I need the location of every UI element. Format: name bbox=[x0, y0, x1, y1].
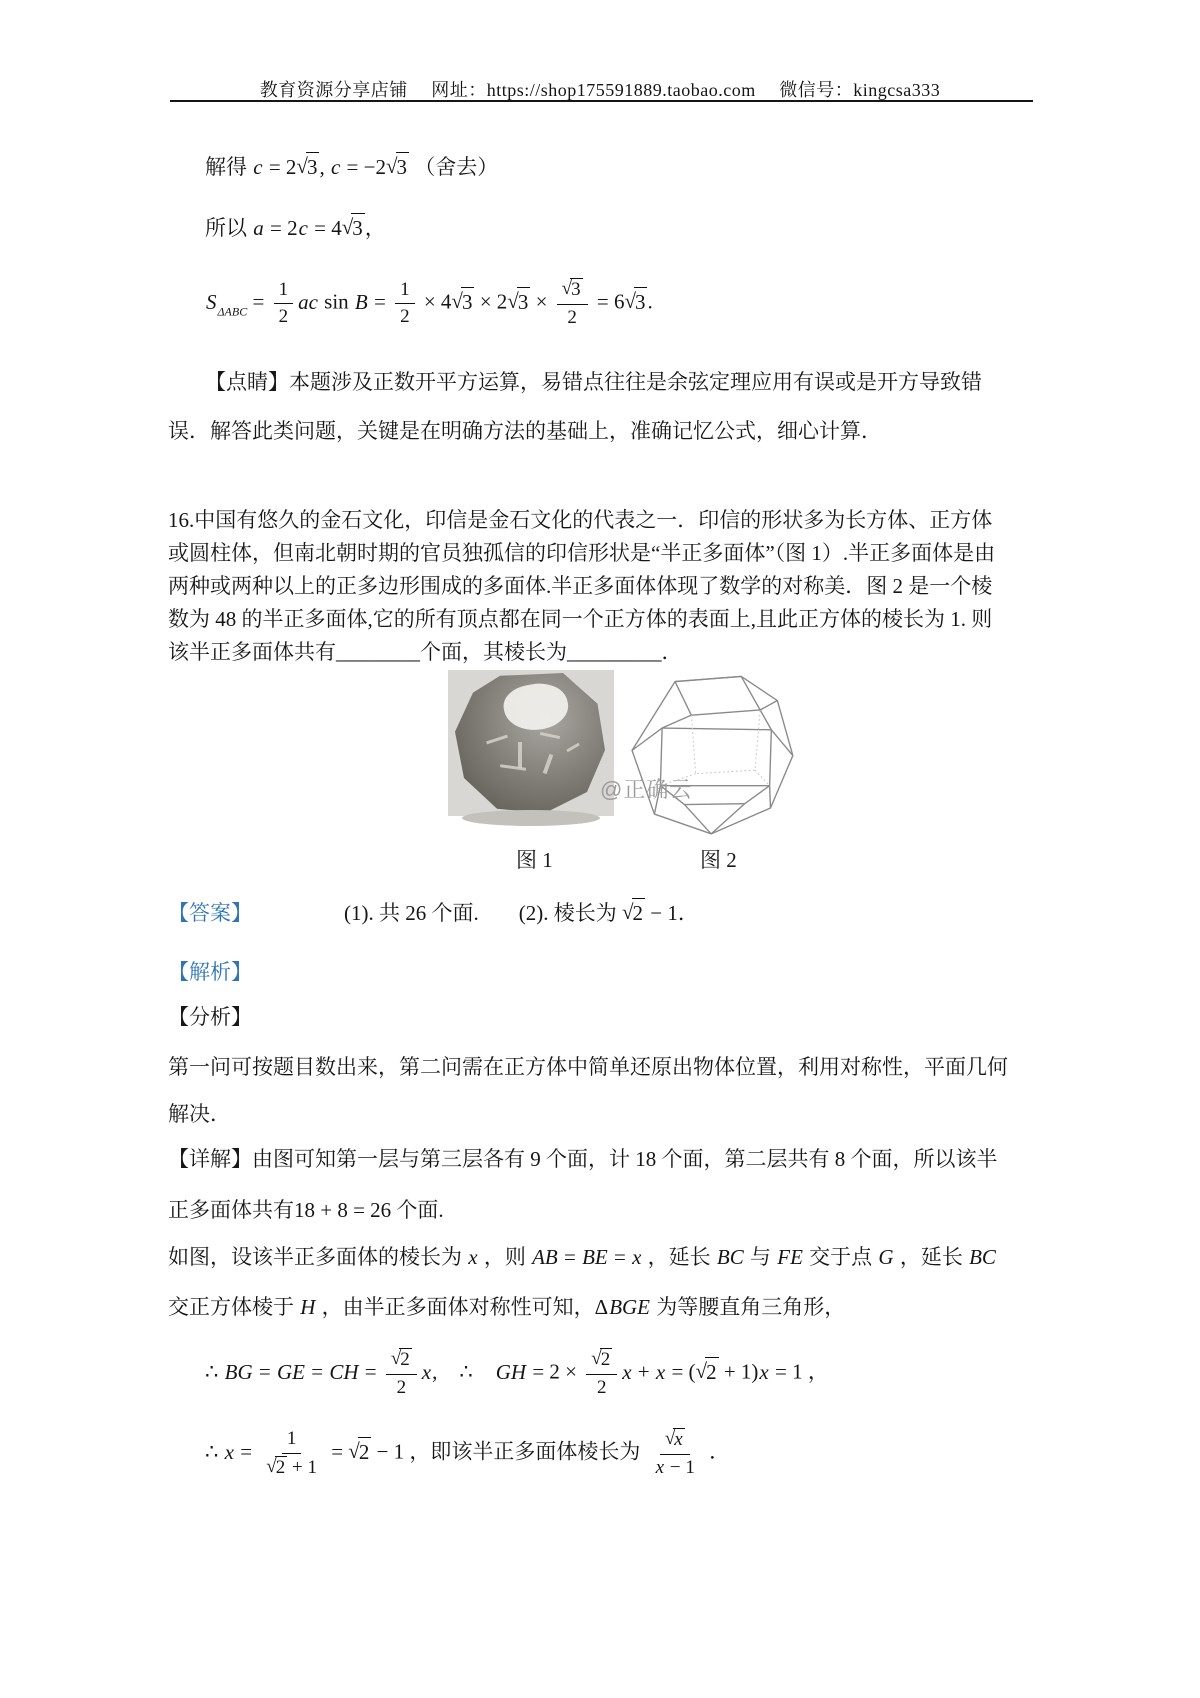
fraction-numerator bbox=[274, 279, 294, 305]
text-run: 所以 bbox=[205, 216, 253, 240]
math-variable: CH bbox=[329, 1359, 359, 1384]
text-run: = 2 bbox=[264, 216, 298, 240]
text-run: + 1 bbox=[287, 1456, 317, 1478]
math-variable: G bbox=[878, 1245, 894, 1269]
text-run: ， bbox=[364, 216, 386, 240]
text-run: + 1) bbox=[718, 1359, 759, 1384]
bg-formula bbox=[205, 1348, 829, 1400]
math-variable: x bbox=[468, 1245, 478, 1269]
fraction-denominator bbox=[650, 1455, 700, 1480]
radicand: 3 bbox=[351, 213, 365, 242]
math-variable: S bbox=[206, 289, 217, 314]
text-run: Δ bbox=[594, 1295, 609, 1319]
fraction-numerator bbox=[586, 1348, 617, 1375]
line-area-formula bbox=[205, 278, 653, 330]
fraction bbox=[261, 1428, 322, 1480]
jiexi-label bbox=[168, 958, 252, 986]
text-run: ． bbox=[703, 1439, 731, 1464]
fraction bbox=[386, 1348, 417, 1400]
radicand: 3 bbox=[634, 287, 648, 316]
text-run: 2 bbox=[396, 1376, 407, 1398]
radical-sign-icon: √ bbox=[591, 1348, 602, 1369]
text-run: 2 bbox=[596, 1376, 607, 1398]
text-run: 数为 48 的半正多面体,它的所有顶点都在同一个正方体的表面上,且此正方体的棱长为 1. 则 bbox=[168, 607, 993, 631]
text-run: = 2 bbox=[263, 155, 297, 179]
figure-1-caption: 图 1 bbox=[516, 848, 553, 872]
radicand: 2 bbox=[400, 1349, 410, 1370]
text-run: 为等腰直角三角形， bbox=[651, 1295, 846, 1319]
text-run: − 1 bbox=[665, 1456, 695, 1478]
text-run: （舍去） bbox=[409, 155, 499, 179]
text-run: = bbox=[253, 1359, 276, 1384]
text-run: 16.中国有悠久的金石文化，印信是金石文化的代表之一．印信的形状多为长方体、正方体 bbox=[168, 508, 993, 532]
radical-sign-icon: √ bbox=[451, 288, 463, 313]
text-run: = −2 bbox=[341, 155, 386, 179]
fraction-denominator bbox=[261, 1454, 322, 1480]
radicand: 2 bbox=[275, 1456, 286, 1478]
sqrt-radical bbox=[348, 1437, 371, 1466]
figure-1-seal-photo bbox=[448, 670, 614, 828]
text-run: ，延长 bbox=[894, 1245, 969, 1269]
text-run: ∴ bbox=[459, 1359, 473, 1384]
text-run: = bbox=[359, 1359, 382, 1384]
radicand: 2 bbox=[600, 1349, 611, 1370]
sqrt-radical bbox=[622, 898, 645, 927]
math-variable: BGE bbox=[609, 1295, 651, 1319]
line-suoyi-a bbox=[205, 213, 386, 242]
fenxi-line-2 bbox=[168, 1100, 231, 1128]
text-run: 【详解】由图可知第一层与第三层各有 9 个面，计 18 个面，第二层共有 8 个面，所以该半 bbox=[168, 1147, 998, 1171]
math-variable: GE bbox=[276, 1359, 305, 1384]
answer-line bbox=[168, 898, 699, 927]
math-variable: BC bbox=[716, 1245, 744, 1269]
text-run: ，则 bbox=[478, 1245, 532, 1269]
radicand: 3 bbox=[461, 287, 475, 316]
text-run: 如图，设该半正多面体的棱长为 bbox=[168, 1245, 468, 1269]
radical-sign-icon: √ bbox=[266, 1455, 277, 1477]
math-variable: ac bbox=[298, 289, 318, 314]
text-run: 正多面体共有18 + 8 = 26 个面. bbox=[168, 1198, 444, 1222]
math-variable: x bbox=[655, 1359, 666, 1384]
text-run: , bbox=[319, 155, 330, 179]
fraction-numerator bbox=[386, 1348, 417, 1375]
text-run: 该半正多面体共有________个面，其棱长为_________． bbox=[168, 640, 683, 664]
fenxi-label bbox=[168, 1003, 252, 1031]
radical-sign-icon: √ bbox=[296, 154, 308, 178]
radicand: 3 bbox=[517, 287, 531, 316]
text-run: ，由半正多面体对称性可知， bbox=[316, 1295, 595, 1319]
text-run: 交正方体棱于 bbox=[168, 1295, 300, 1319]
math-variable: x bbox=[622, 1359, 632, 1384]
radicand: x bbox=[674, 1429, 683, 1450]
sqrt-radical bbox=[591, 1348, 612, 1372]
text-run: 与 bbox=[744, 1245, 777, 1269]
x-formula bbox=[205, 1428, 730, 1480]
sqrt-radical bbox=[665, 1428, 685, 1452]
text-run: sin bbox=[318, 289, 354, 314]
sqrt-radical bbox=[391, 1348, 412, 1372]
radical-sign-icon: √ bbox=[507, 288, 519, 313]
text-run: = bbox=[608, 1245, 632, 1269]
text-run: 交于点 bbox=[803, 1245, 878, 1269]
fraction-denominator bbox=[592, 1375, 612, 1400]
radical-sign-icon: √ bbox=[561, 278, 573, 299]
text-run: 第一问可按题目数出来，第二问需在正方体中简单还原出物体位置，利用对称性，平面几何 bbox=[168, 1055, 1008, 1079]
math-variable: x bbox=[632, 1245, 642, 1269]
text-run: 【点睛】本题涉及正数开平方运算，易错点往往是余弦定理应用有误或是开方导致错 bbox=[205, 370, 982, 394]
radical-sign-icon: √ bbox=[624, 288, 636, 313]
text-run: = 4 bbox=[308, 216, 342, 240]
text-run: 误．解答此类问题，关键是在明确方法的基础上，准确记忆公式，细心计算． bbox=[168, 419, 882, 443]
text-run: × bbox=[530, 289, 553, 314]
sqrt-radical bbox=[386, 152, 409, 181]
text-run: 解决． bbox=[168, 1102, 231, 1126]
text-run: 【分析】 bbox=[168, 1005, 252, 1029]
text-run: ∴ bbox=[205, 1439, 224, 1464]
xiangjie-line-2 bbox=[168, 1196, 444, 1224]
fraction bbox=[586, 1348, 617, 1400]
section-label: 【解析】 bbox=[168, 960, 252, 984]
dianjing-line-2 bbox=[168, 417, 882, 445]
text-run: + bbox=[632, 1359, 655, 1384]
text-run: × 2 bbox=[474, 289, 508, 314]
text-run: 1 bbox=[400, 278, 410, 300]
radicand: 2 bbox=[632, 898, 646, 927]
text-run: . bbox=[647, 289, 653, 314]
text-run: = bbox=[247, 289, 270, 314]
math-variable: x bbox=[224, 1439, 234, 1464]
text-run: (2). 棱长为 bbox=[518, 901, 622, 925]
text-run: = 2 × bbox=[527, 1359, 583, 1384]
text-run: 2 bbox=[400, 306, 410, 328]
math-variable: BG bbox=[224, 1359, 253, 1384]
math-variable: a bbox=[253, 216, 264, 240]
radical-sign-icon: √ bbox=[348, 1438, 360, 1463]
q16-line-3 bbox=[168, 572, 992, 600]
math-variable: x bbox=[655, 1456, 665, 1478]
sqrt-radical bbox=[342, 213, 365, 242]
text-run: 1 bbox=[286, 1428, 297, 1449]
sqrt-radical bbox=[562, 278, 583, 302]
text-run: (1). 共 26 个面. bbox=[344, 901, 479, 925]
math-variable: B bbox=[354, 289, 368, 314]
q16-line-2 bbox=[168, 539, 995, 567]
text-run: = bbox=[234, 1439, 258, 1464]
fraction bbox=[274, 279, 294, 330]
radical-sign-icon: √ bbox=[341, 215, 354, 239]
math-variable: x bbox=[421, 1359, 432, 1384]
section-label: 【答案】 bbox=[168, 901, 252, 925]
math-subscript: ΔABC bbox=[217, 304, 248, 319]
fraction-denominator bbox=[395, 304, 415, 329]
sqrt-radical bbox=[696, 1357, 719, 1386]
text-run: 2 bbox=[567, 306, 577, 328]
fraction-numerator bbox=[660, 1428, 690, 1455]
sqrt-radical bbox=[624, 287, 647, 316]
seal-shadow bbox=[462, 810, 600, 826]
q16-line-1 bbox=[168, 506, 992, 534]
text-run: − 1． bbox=[645, 901, 699, 925]
sqrt-radical bbox=[451, 287, 474, 316]
q16-line-4 bbox=[168, 605, 992, 633]
math-variable: FE bbox=[777, 1245, 803, 1269]
line-solve-c bbox=[205, 152, 498, 181]
text-run: = bbox=[305, 1359, 329, 1384]
sqrt-radical bbox=[507, 287, 530, 316]
header-rule bbox=[170, 100, 1033, 102]
math-variable: c bbox=[330, 155, 341, 179]
radical-sign-icon: √ bbox=[390, 1348, 402, 1369]
text-run: = 6 bbox=[591, 289, 625, 314]
radicand: 2 bbox=[705, 1357, 719, 1386]
fenxi-line-1 bbox=[168, 1053, 1008, 1081]
text-run: , bbox=[432, 1359, 438, 1384]
text-run: 或圆柱体，但南北朝时期的官员独孤信的印信形状是“半正多面体”（图 1）.半正多面体是由 bbox=[168, 541, 996, 565]
radicand: 3 bbox=[396, 152, 410, 181]
text-run: = bbox=[368, 289, 392, 314]
text-run: = bbox=[325, 1439, 349, 1464]
math-variable: BC bbox=[969, 1245, 996, 1269]
fraction-numerator bbox=[282, 1428, 302, 1454]
text-run: 两种或两种以上的正多边形围成的多面体.半正多面体体现了数学的对称美．图 2 是一个棱 bbox=[168, 574, 993, 598]
math-variable: H bbox=[300, 1295, 316, 1319]
radical-sign-icon: √ bbox=[385, 154, 398, 178]
math-variable: GH bbox=[495, 1359, 527, 1384]
figure-2-polyhedron-wireframe bbox=[626, 672, 798, 840]
text-run: ∴ bbox=[205, 1359, 224, 1384]
jiao-line bbox=[168, 1293, 845, 1321]
fraction bbox=[650, 1428, 700, 1480]
math-variable: c bbox=[298, 216, 308, 240]
fraction-denominator bbox=[274, 304, 294, 329]
fraction-denominator bbox=[392, 1375, 412, 1400]
watermark-zhengqueyun: @正确云 bbox=[600, 777, 693, 802]
text-run: 1 bbox=[278, 278, 289, 300]
radicand: 3 bbox=[571, 279, 581, 300]
fraction bbox=[557, 278, 588, 330]
text-run: ，延长 bbox=[642, 1245, 716, 1269]
rutu-line bbox=[168, 1243, 997, 1271]
seal-engraving-mark bbox=[518, 742, 522, 768]
text-run: 解得 bbox=[205, 155, 253, 179]
radicand: 2 bbox=[358, 1437, 372, 1466]
radical-sign-icon: √ bbox=[695, 1358, 708, 1383]
sqrt-radical bbox=[296, 152, 319, 181]
text-run: × 4 bbox=[418, 289, 452, 314]
fraction bbox=[395, 279, 415, 330]
text-run: = bbox=[558, 1245, 582, 1269]
q16-line-5 bbox=[168, 638, 683, 666]
sqrt-radical bbox=[266, 1456, 287, 1480]
radical-sign-icon: √ bbox=[664, 1428, 676, 1449]
page-header-shop-info: 教育资源分享店铺 网址：https://shop175591889.taobao.com 微信号：kingcsa333 bbox=[259, 80, 941, 100]
math-variable: BE bbox=[582, 1245, 608, 1269]
text-run: = ( bbox=[666, 1359, 696, 1384]
figure-2-caption: 图 2 bbox=[700, 848, 737, 872]
xiangjie-line-1 bbox=[168, 1145, 998, 1173]
fraction-denominator bbox=[562, 305, 582, 330]
math-variable: c bbox=[253, 155, 263, 179]
fraction-numerator bbox=[395, 279, 415, 305]
text-run: 2 bbox=[278, 306, 289, 328]
math-variable: x bbox=[759, 1359, 769, 1384]
radical-sign-icon: √ bbox=[622, 900, 634, 924]
text-run: = 1 ， bbox=[769, 1359, 829, 1384]
dianjing-line-1 bbox=[205, 368, 982, 396]
math-variable: AB bbox=[532, 1245, 558, 1269]
fraction-numerator bbox=[557, 278, 588, 305]
text-run: − 1 ，即该半正多面体棱长为 bbox=[371, 1439, 646, 1464]
radicand: 3 bbox=[306, 152, 320, 181]
